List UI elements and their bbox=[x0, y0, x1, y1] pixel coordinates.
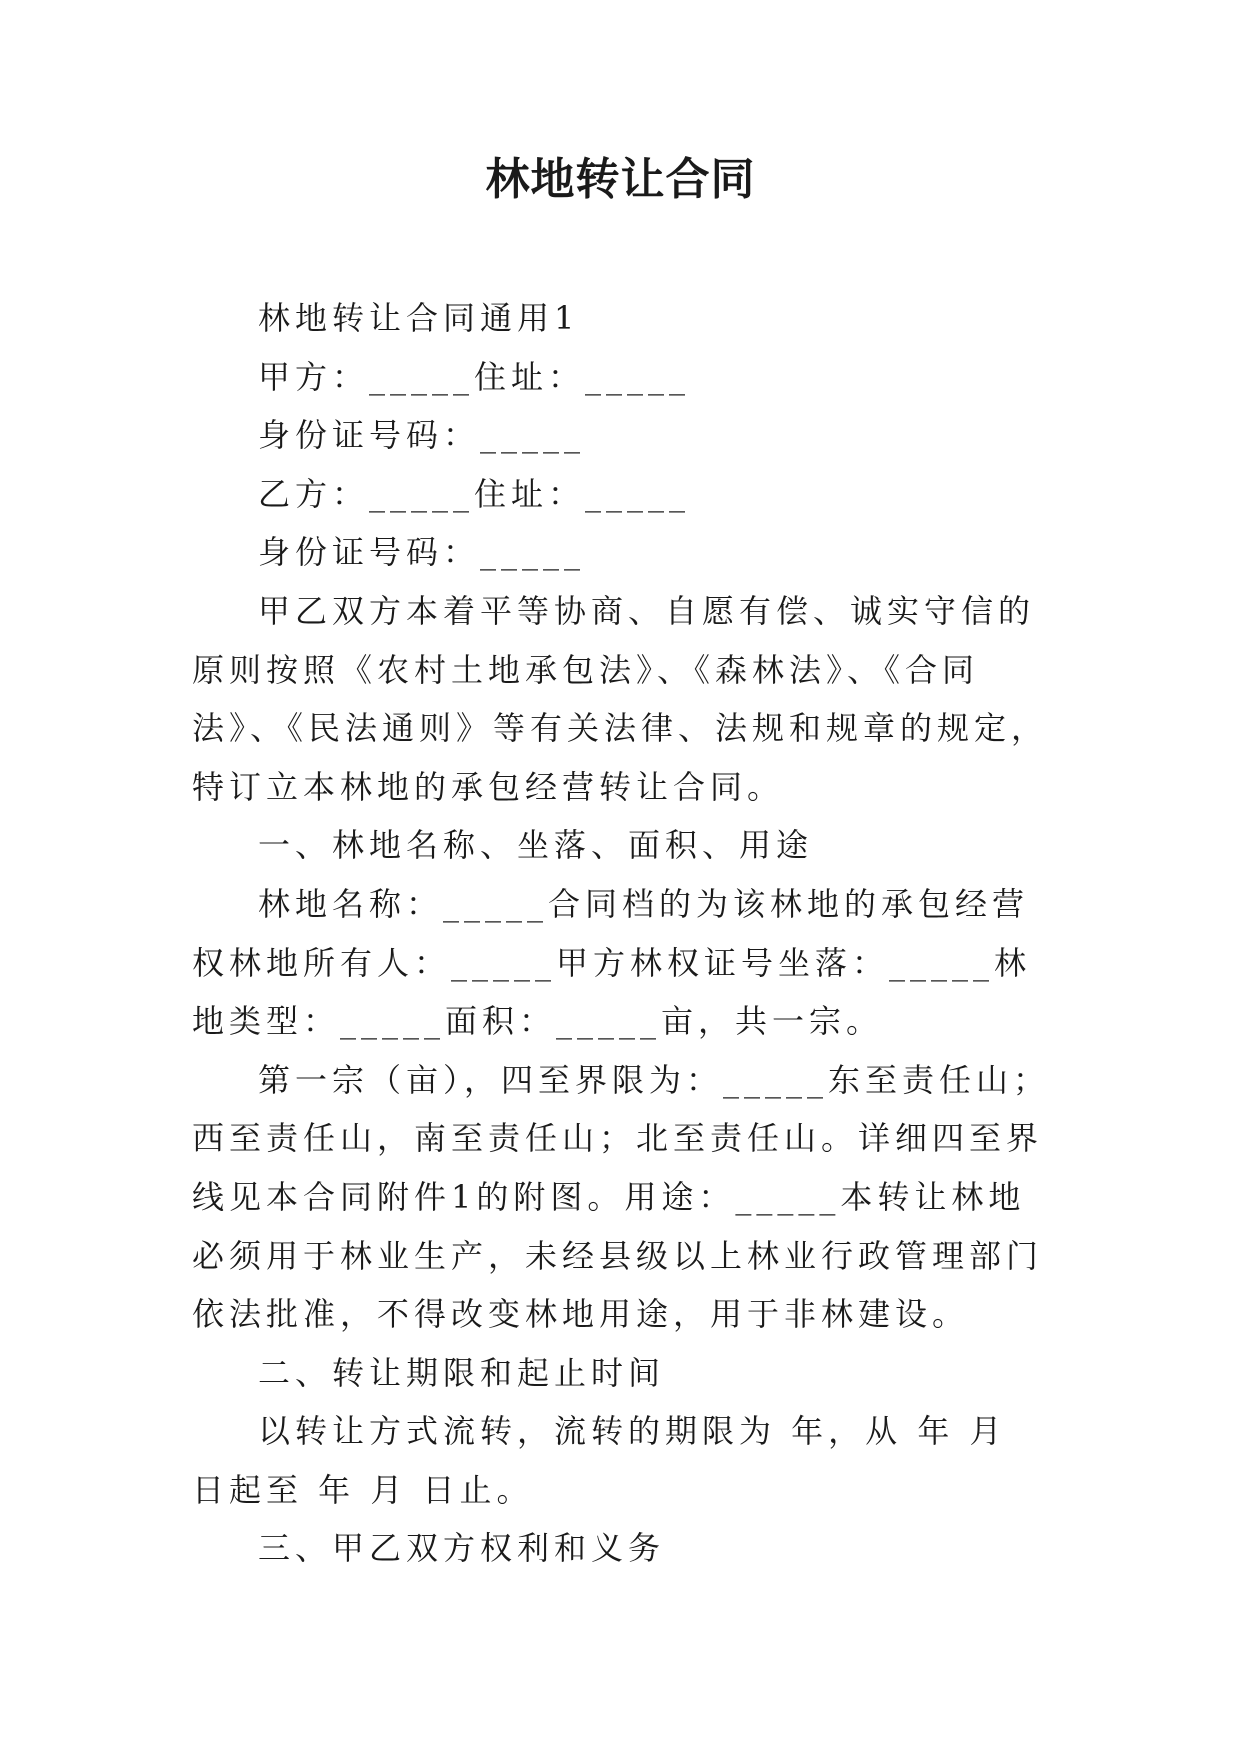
boundary-paragraph: 第一宗（亩），四至界限为：_____东至责任山；西至责任山，南至责任山；北至责任山。详细四至界线见本合同附件1的附图。用途：_____本转让林地必须用于林业生产，未经县级以上林业行政管理部门依法批准，不得改变林地用途，用于非林建设。 bbox=[192, 1060, 1051, 1334]
term-paragraph: 以转让方式流转，流转的期限为 年，从 年 月 日起至 年 月 日止。 bbox=[192, 1412, 1007, 1509]
document-title: 林地转让合同 bbox=[485, 154, 756, 205]
section-3-heading: 三、甲乙双方权利和义务 bbox=[258, 1529, 666, 1568]
party-a-line: 甲方：_____住址：_____ bbox=[258, 357, 691, 396]
party-b-line: 乙方：_____住址：_____ bbox=[258, 474, 691, 513]
section-1-heading: 一、林地名称、坐落、面积、用途 bbox=[258, 826, 814, 865]
subtitle-line: 林地转让合同通用1 bbox=[258, 299, 580, 337]
party-a-id-line: 身份证号码：_____ bbox=[258, 416, 586, 455]
forest-name-paragraph: 林地名称：_____合同档的为该林地的承包经营权林地所有人：_____甲方林权证号坐落：_____林地类型：_____面积：_____亩，共一宗。 bbox=[192, 884, 1032, 1041]
preamble-paragraph: 甲乙双方本着平等协商、自愿有偿、诚实守信的原则按照《农村土地承包法》、《森林法》、《合同法》、《民法通则》等有关法律、法规和规章的规定，特订立本林地的承包经营转让合同。 bbox=[192, 591, 1049, 806]
section-2-heading: 二、转让期限和起止时间 bbox=[258, 1353, 666, 1392]
party-b-id-line: 身份证号码：_____ bbox=[258, 533, 586, 572]
document-body bbox=[192, 289, 1058, 1578]
